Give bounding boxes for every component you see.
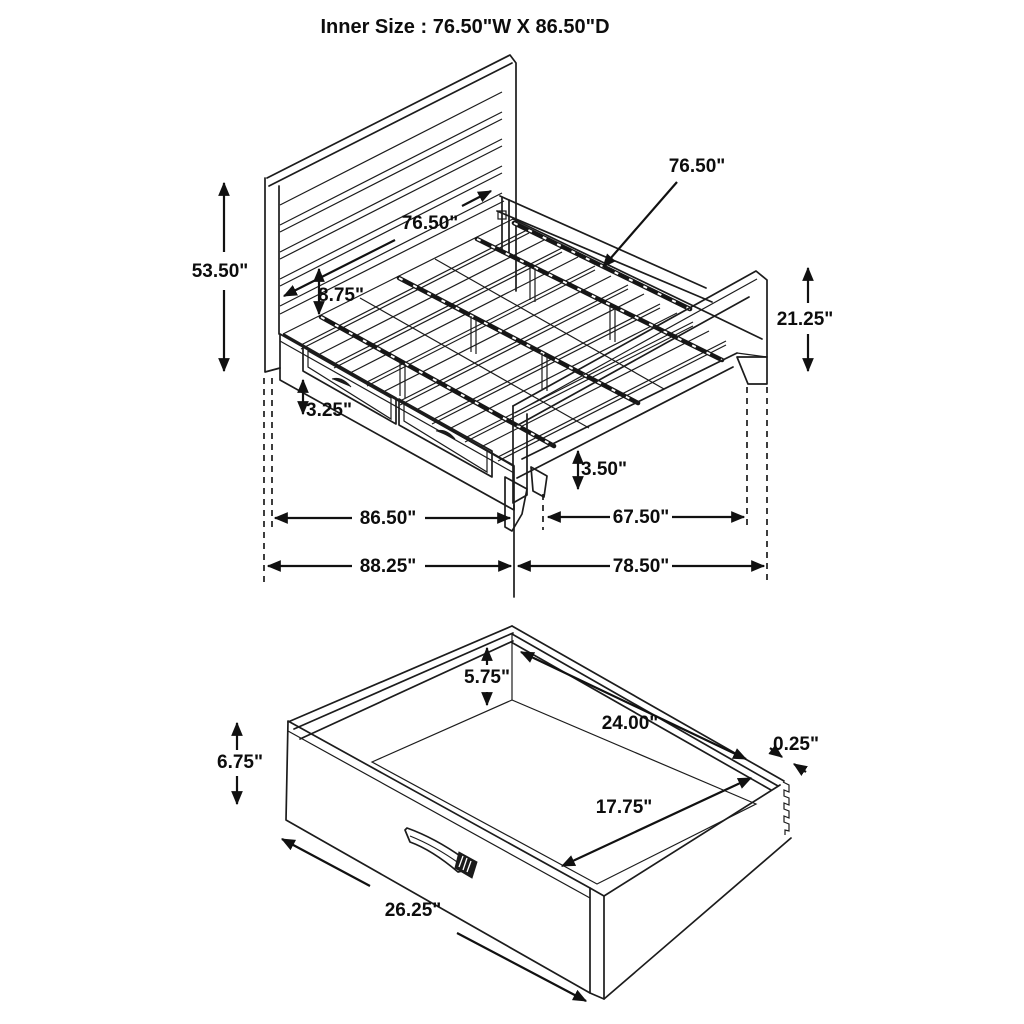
dim-drawer-front-height-label: 6.75" bbox=[217, 752, 263, 773]
dim-drawer-inner-depth-label: 17.75" bbox=[595, 797, 653, 818]
dim-drawer-front-width-label: 26.25" bbox=[384, 900, 442, 921]
figure-title: Inner Size : 76.50"W X 86.50"D bbox=[320, 16, 610, 38]
dim-footboard-height-label: 21.25" bbox=[776, 309, 834, 330]
dim-footboard-span-label: 67.50" bbox=[612, 507, 670, 528]
drawer-box bbox=[286, 626, 791, 999]
dim-foot-leg-height-label: 3.50" bbox=[581, 459, 627, 480]
drawer-isometric-drawing bbox=[217, 626, 819, 1001]
bed-isometric-drawing bbox=[192, 55, 834, 597]
drawer-floor bbox=[372, 700, 756, 884]
bed-drawer-2 bbox=[399, 399, 492, 477]
right-side-rail bbox=[497, 196, 712, 302]
footboard-center-leg bbox=[505, 477, 527, 531]
drawer-handle bbox=[405, 828, 477, 878]
slat-platform bbox=[283, 219, 762, 466]
dim-drawer-inner-height-label: 5.75" bbox=[464, 667, 510, 688]
drawer-handle-endcap bbox=[455, 852, 477, 878]
drawer-dimension-lines bbox=[237, 648, 806, 1001]
dim-drawer-diagonal-depth-label: 24.00" bbox=[601, 713, 659, 734]
dim-headboard-width-label: 76.50" bbox=[401, 213, 459, 234]
dim-overall-width-label: 78.50" bbox=[612, 556, 670, 577]
dovetail-joint bbox=[783, 782, 789, 835]
dim-rail-to-slat-label: 8.75" bbox=[318, 285, 364, 306]
dim-side-rail-length-label: 86.50" bbox=[359, 508, 417, 529]
dim-slat-area-width-label: 76.50" bbox=[668, 156, 726, 177]
dim-headboard-height-label: 53.50" bbox=[191, 261, 249, 282]
dim-drawer-side-thickness-label: 0.25" bbox=[773, 734, 819, 755]
dim-overall-length-label: 88.25" bbox=[359, 556, 417, 577]
dim-drawer-front-height-label: 3.25" bbox=[306, 400, 352, 421]
footboard-right-leg bbox=[737, 357, 767, 384]
